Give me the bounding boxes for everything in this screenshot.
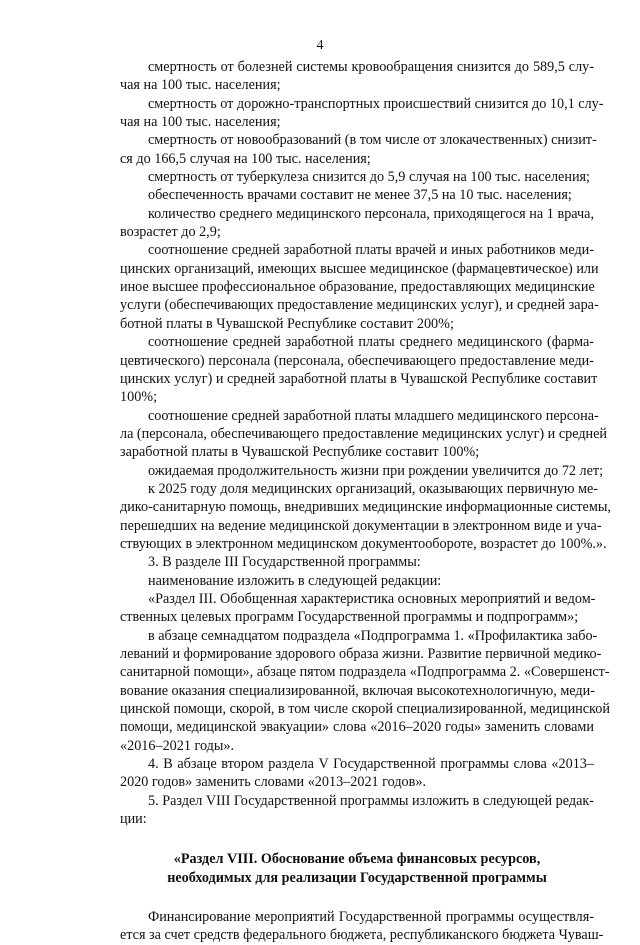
text-line: смертность от туберкулеза снизится до 5,9 случая на 100 тыс. населения; — [148, 169, 591, 186]
text-line: ствующих в электронном медицинском документообороте, возрастет до 100%.». — [120, 535, 607, 552]
text-line: цинских услуг) и средней заработной платы в Чувашской Республике составит — [120, 370, 598, 387]
text-line: соотношение средней заработной платы среднего медицинского (фарма- — [148, 334, 594, 351]
text-line: «Раздел III. Обобщенная характеристика основных мероприятий и ведом- — [148, 590, 596, 607]
page-number: 4 — [316, 38, 324, 53]
text-line: ботной платы в Чувашской Республике составит 200%; — [120, 315, 454, 332]
text-line: дико-санитарную помощь, внедривших медицинские информационные системы, — [120, 499, 611, 516]
section-heading-line-2: необходимых для реализации Государственной программы — [167, 869, 547, 886]
text-line: обеспеченность врачами составит не менее 37,5 на 10 тыс. населения; — [148, 187, 572, 204]
text-line: возрастет до 2,9; — [120, 224, 221, 241]
text-line: количество среднего медицинского персонала, приходящегося на 1 врача, — [148, 205, 594, 222]
section-heading-line-1: «Раздел VIII. Обоснование объема финансовых ресурсов, — [173, 851, 541, 868]
text-line: ственных целевых программ Государственной программы и подпрограмм»; — [120, 609, 579, 626]
closing-text — [120, 908, 604, 945]
text-line: леваний и формирование здорового образа жизни. Развитие первичной медико- — [120, 646, 602, 662]
text-line: помощи, медицинской эвакуации» слова «2016–2020 годы» заменить словами — [120, 719, 594, 736]
text-line: иное высшее профессиональное образование, предоставляющих медицинские — [120, 279, 595, 296]
text-line: ции: — [120, 811, 147, 828]
text-line: Финансирование мероприятий Государственной программы осуществля- — [148, 909, 594, 926]
spacer — [120, 828, 594, 850]
text-line: 2020 годов» заменить словами «2013–2021 годов». — [120, 774, 426, 791]
text-line: соотношение средней заработной платы младшего медицинского персона- — [148, 407, 599, 424]
text-line: заработной платы в Чувашской Республике составит 100%; — [120, 444, 480, 461]
text-line: перешедших на ведение медицинской документации в электронном виде и уча- — [120, 517, 602, 534]
text-line: смертность от новообразований (в том числе от злокачественных) снизит- — [148, 132, 597, 149]
text-line: ожидаемая продолжительность жизни при рождении увеличится до 72 лет; — [148, 462, 604, 479]
text-line: вование оказания специализированной, включая высокотехнологичную, меди- — [120, 682, 595, 699]
text-line: чая на 100 тыс. населения; — [120, 77, 281, 94]
text-line: 4. В абзаце втором раздела V Государственной программы слова «2013– — [148, 756, 594, 773]
text-line: 3. В разделе III Государственной программы: — [148, 554, 421, 571]
text-line: соотношение средней заработной платы врачей и иных работников меди- — [148, 242, 594, 259]
text-line: услуги (обеспечивающих предоставление медицинских услуг), и средней зара- — [120, 297, 599, 314]
text-line: 5. Раздел VIII Государственной программы изложить в следующей редак- — [148, 792, 594, 809]
text-line: 100%; — [120, 389, 158, 406]
text-line: смертность от дорожно-транспортных происшествий снизится до 10,1 слу- — [148, 95, 604, 112]
body-text — [120, 58, 611, 828]
text-line: санитарной помощи», абзаце пятом подраздела «Подпрограмма 2. «Совершенст- — [120, 664, 610, 681]
text-line: в абзаце семнадцатом подраздела «Подпрограмма 1. «Профилактика забо- — [148, 627, 598, 644]
text-line: к 2025 году доля медицинских организаций, оказывающих первичную ме- — [148, 480, 599, 497]
text-line: смертность от болезней системы кровообращения снизится до 589,5 слу- — [148, 59, 594, 75]
text-line: чая на 100 тыс. населения; — [120, 114, 281, 131]
text-line: цинской помощи, скорой, в том числе скорой специализированной, медицинской — [120, 701, 610, 718]
text-line: цинских организаций, имеющих высшее медицинское (фармацевтическое) или — [120, 260, 599, 277]
text-line: «2016–2021 годы». — [120, 737, 235, 754]
text-line: ся до 166,5 случая на 100 тыс. населения; — [120, 150, 371, 167]
text-line: ла (персонала, обеспечивающего предоставление медицинских услуг) и средней — [120, 425, 608, 442]
text-line: ется за счет средств федерального бюджета, республиканского бюджета Чуваш- — [120, 927, 604, 944]
text-line: наименование изложить в следующей редакции: — [148, 572, 442, 589]
document-body — [120, 58, 611, 945]
text-line: цевтического) персонала (персонала, обеспечивающего предоставление меди- — [120, 352, 594, 369]
